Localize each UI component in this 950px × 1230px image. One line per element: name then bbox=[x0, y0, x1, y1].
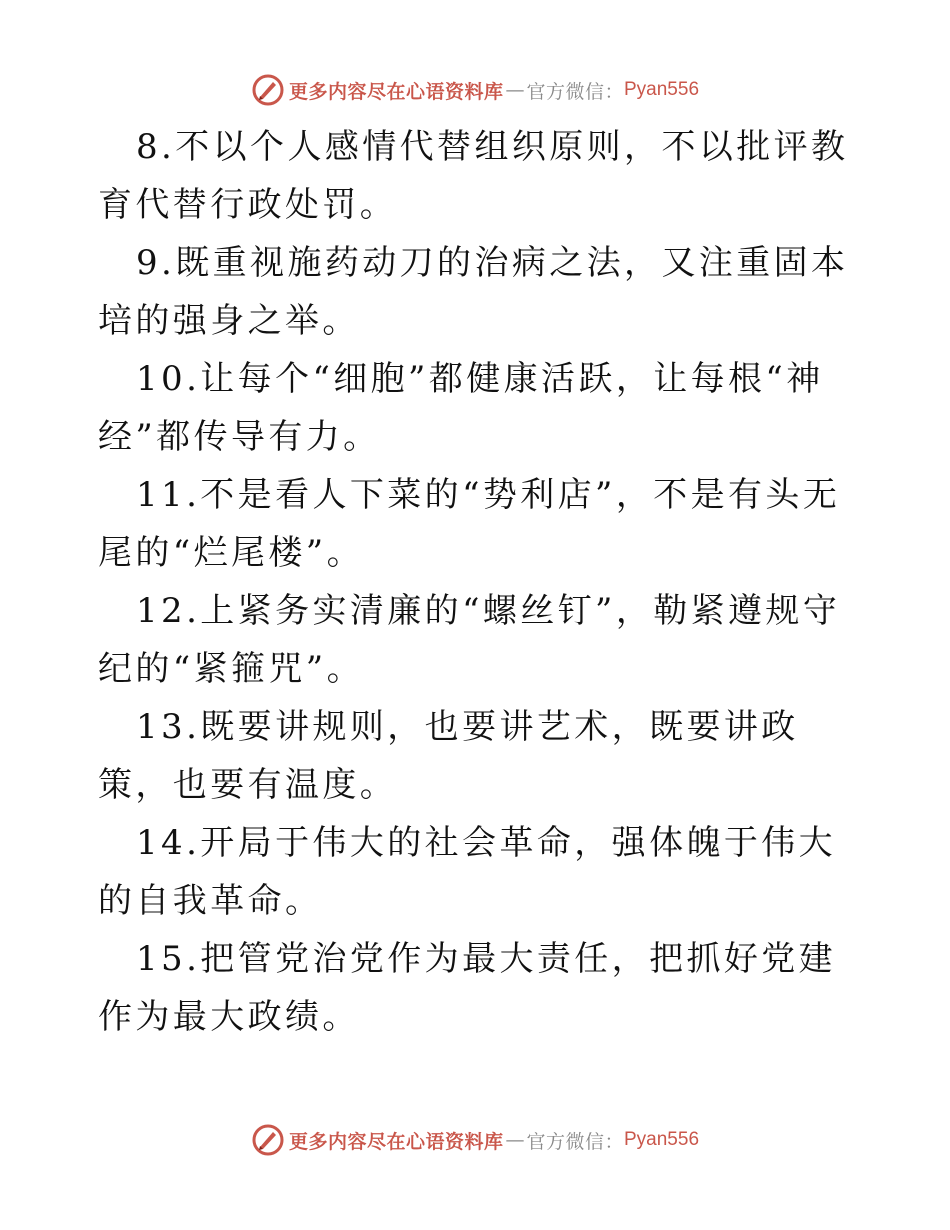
list-item: 10.让每个“细胞”都健康活跃，让每根“神经”都传导有力。 bbox=[98, 359, 824, 457]
footer-wechat-label: 官方微信： bbox=[526, 1130, 624, 1153]
header-banner-text: 更多内容尽在心语资料库 bbox=[288, 80, 504, 103]
list-item: 8.不以个人感情代替组织原则，不以批评教育代替行政处罚。 bbox=[98, 127, 849, 225]
header-banner-separator: — bbox=[505, 79, 525, 101]
header-wechat-id: Pyan556 bbox=[624, 79, 700, 100]
list-item: 11.不是看人下菜的“势利店”，不是有头无尾的“烂尾楼”。 bbox=[98, 475, 841, 573]
list-item: 15.把管党治党作为最大责任，把抓好党建作为最大政绩。 bbox=[98, 939, 837, 1037]
header-wechat-label: 官方微信： bbox=[526, 80, 624, 103]
footer-banner bbox=[0, 1120, 950, 1160]
document-body bbox=[98, 118, 854, 1046]
brand-logo-icon bbox=[251, 1123, 285, 1157]
list-item: 12.上紧务实清廉的“螺丝钉”，勒紧遵规守纪的“紧箍咒”。 bbox=[98, 591, 841, 689]
list-item: 9.既重视施药动刀的治病之法，又注重固本培的强身之举。 bbox=[98, 243, 849, 341]
list-item: 13.既要讲规则，也要讲艺术，既要讲政策，也要有温度。 bbox=[98, 707, 799, 805]
brand-logo-icon bbox=[251, 73, 285, 107]
footer-wechat-id: Pyan556 bbox=[624, 1129, 700, 1150]
footer-banner-text: 更多内容尽在心语资料库 bbox=[288, 1130, 504, 1153]
header-banner bbox=[0, 70, 950, 110]
list-item: 14.开局于伟大的社会革命，强体魄于伟大的自我革命。 bbox=[98, 823, 837, 921]
footer-banner-separator: — bbox=[505, 1129, 525, 1151]
